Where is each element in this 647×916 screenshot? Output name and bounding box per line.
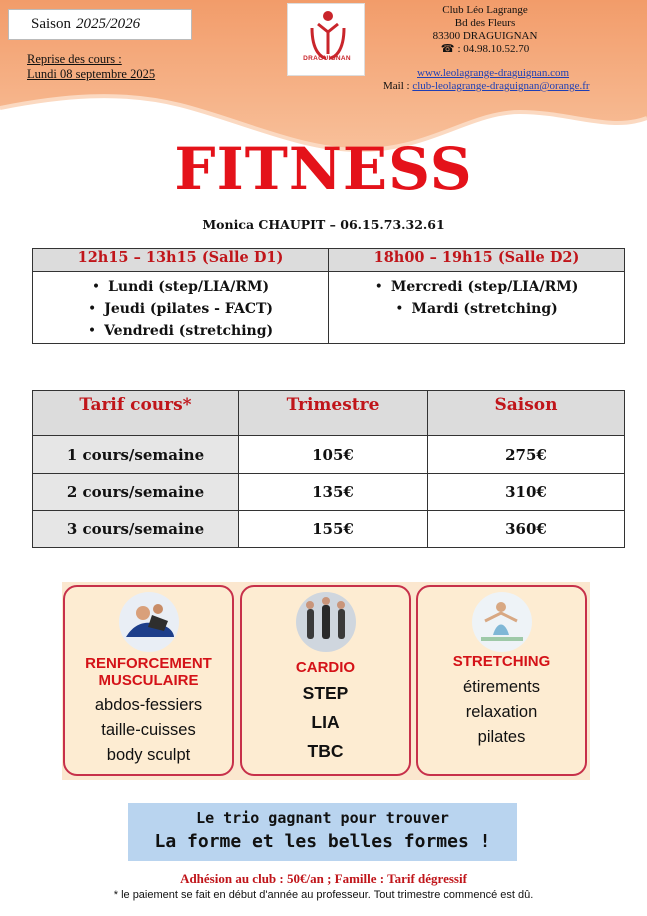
card-item: LIA	[311, 712, 340, 732]
schedule-cell-midday	[33, 272, 329, 344]
cardio-photo-icon	[295, 591, 357, 653]
card-item: pilates	[477, 728, 526, 746]
card-item: relaxation	[465, 703, 538, 721]
table-row	[33, 474, 625, 511]
mail-link[interactable]: club-leolagrange-draguignan@orange.fr	[412, 80, 590, 92]
club-logo-icon	[288, 4, 366, 77]
season-years: 2025/2026	[76, 16, 141, 32]
stretching-photo-icon	[471, 591, 533, 653]
website-line	[417, 67, 569, 79]
phone-number: : 04.98.10.52.70	[457, 43, 530, 55]
strength-photo-icon	[118, 591, 180, 653]
slogan-line2: La forme et les belles formes !	[154, 831, 491, 852]
club-phone	[380, 43, 590, 56]
table-row	[33, 511, 625, 548]
price-row-label: 1 cours/semaine	[33, 436, 239, 474]
season-label: Saison	[31, 16, 72, 32]
card-heading: STRETCHING	[452, 653, 551, 670]
reprise-info	[27, 52, 155, 82]
club-name: Club Léo Lagrange	[442, 4, 528, 16]
phone-icon: ☎	[440, 43, 455, 55]
page-title: FITNESS	[174, 135, 473, 203]
price-header-tarif: Tarif cours*	[33, 391, 239, 436]
schedule-header-evening: 18h00 – 19h15 (Salle D2)	[329, 249, 625, 272]
card-heading: RENFORCEMENT	[85, 655, 212, 672]
price-row-label: 3 cours/semaine	[33, 511, 239, 548]
schedule-item: • Jeudi (pilates - FACT)	[33, 298, 328, 320]
card-heading: MUSCULAIRE	[98, 672, 199, 689]
table-row	[33, 436, 625, 474]
card-item: taille-cuisses	[101, 721, 196, 739]
price-trimestre: 105€	[239, 436, 428, 474]
schedule-item: • Mardi (stretching)	[329, 298, 624, 320]
price-saison: 360€	[428, 511, 625, 548]
schedule-cell-evening	[329, 272, 625, 344]
payment-footnote: * le paiement se fait en début d'année au professeur. Tout trimestre commencé est dû.	[113, 889, 534, 901]
season-box	[8, 9, 192, 40]
coach-contact: Monica CHAUPIT – 06.15.73.32.61	[202, 217, 445, 232]
price-header-saison: Saison	[428, 391, 625, 436]
reprise-line1: Reprise des cours :	[27, 52, 122, 66]
card-item: TBC	[307, 741, 344, 761]
club-address-line1: Bd des Fleurs	[454, 17, 516, 29]
schedule-header-midday: 12h15 – 13h15 (Salle D1)	[33, 249, 329, 272]
price-row-label: 2 cours/semaine	[33, 474, 239, 511]
price-trimestre: 155€	[239, 511, 428, 548]
price-header-trimestre: Trimestre	[239, 391, 428, 436]
card-item: body sculpt	[106, 746, 191, 764]
slogan-box	[128, 803, 517, 861]
mail-label: Mail :	[383, 80, 413, 92]
price-saison: 275€	[428, 436, 625, 474]
slogan-line1: Le trio gagnant pour trouver	[196, 809, 449, 827]
website-link[interactable]: www.leolagrange-draguignan.com	[417, 67, 570, 79]
price-table	[32, 390, 625, 548]
schedule-item: • Lundi (step/LIA/RM)	[33, 276, 328, 298]
schedule-item: • Vendredi (stretching)	[33, 320, 328, 342]
club-logo	[287, 3, 365, 76]
reprise-line2: Lundi 08 septembre 2025	[27, 67, 156, 81]
card-stretching	[416, 585, 587, 776]
logo-text: DRAGUIGNAN	[303, 55, 351, 62]
club-info	[380, 4, 590, 56]
card-cardio	[240, 585, 411, 776]
price-saison: 310€	[428, 474, 625, 511]
card-item: STEP	[302, 683, 349, 703]
mail-line	[383, 80, 590, 92]
price-trimestre: 135€	[239, 474, 428, 511]
schedule-item: • Mercredi (step/LIA/RM)	[329, 276, 624, 298]
schedule-table	[32, 248, 625, 344]
club-address-line2: 83300 DRAGUIGNAN	[432, 30, 538, 42]
card-item: abdos-fessiers	[94, 696, 203, 714]
adhesion-info: Adhésion au club : 50€/an ; Famille : Tarif dégressif	[180, 871, 467, 886]
card-heading: CARDIO	[295, 659, 356, 676]
card-renforcement	[63, 585, 234, 776]
card-item: étirements	[462, 678, 541, 696]
